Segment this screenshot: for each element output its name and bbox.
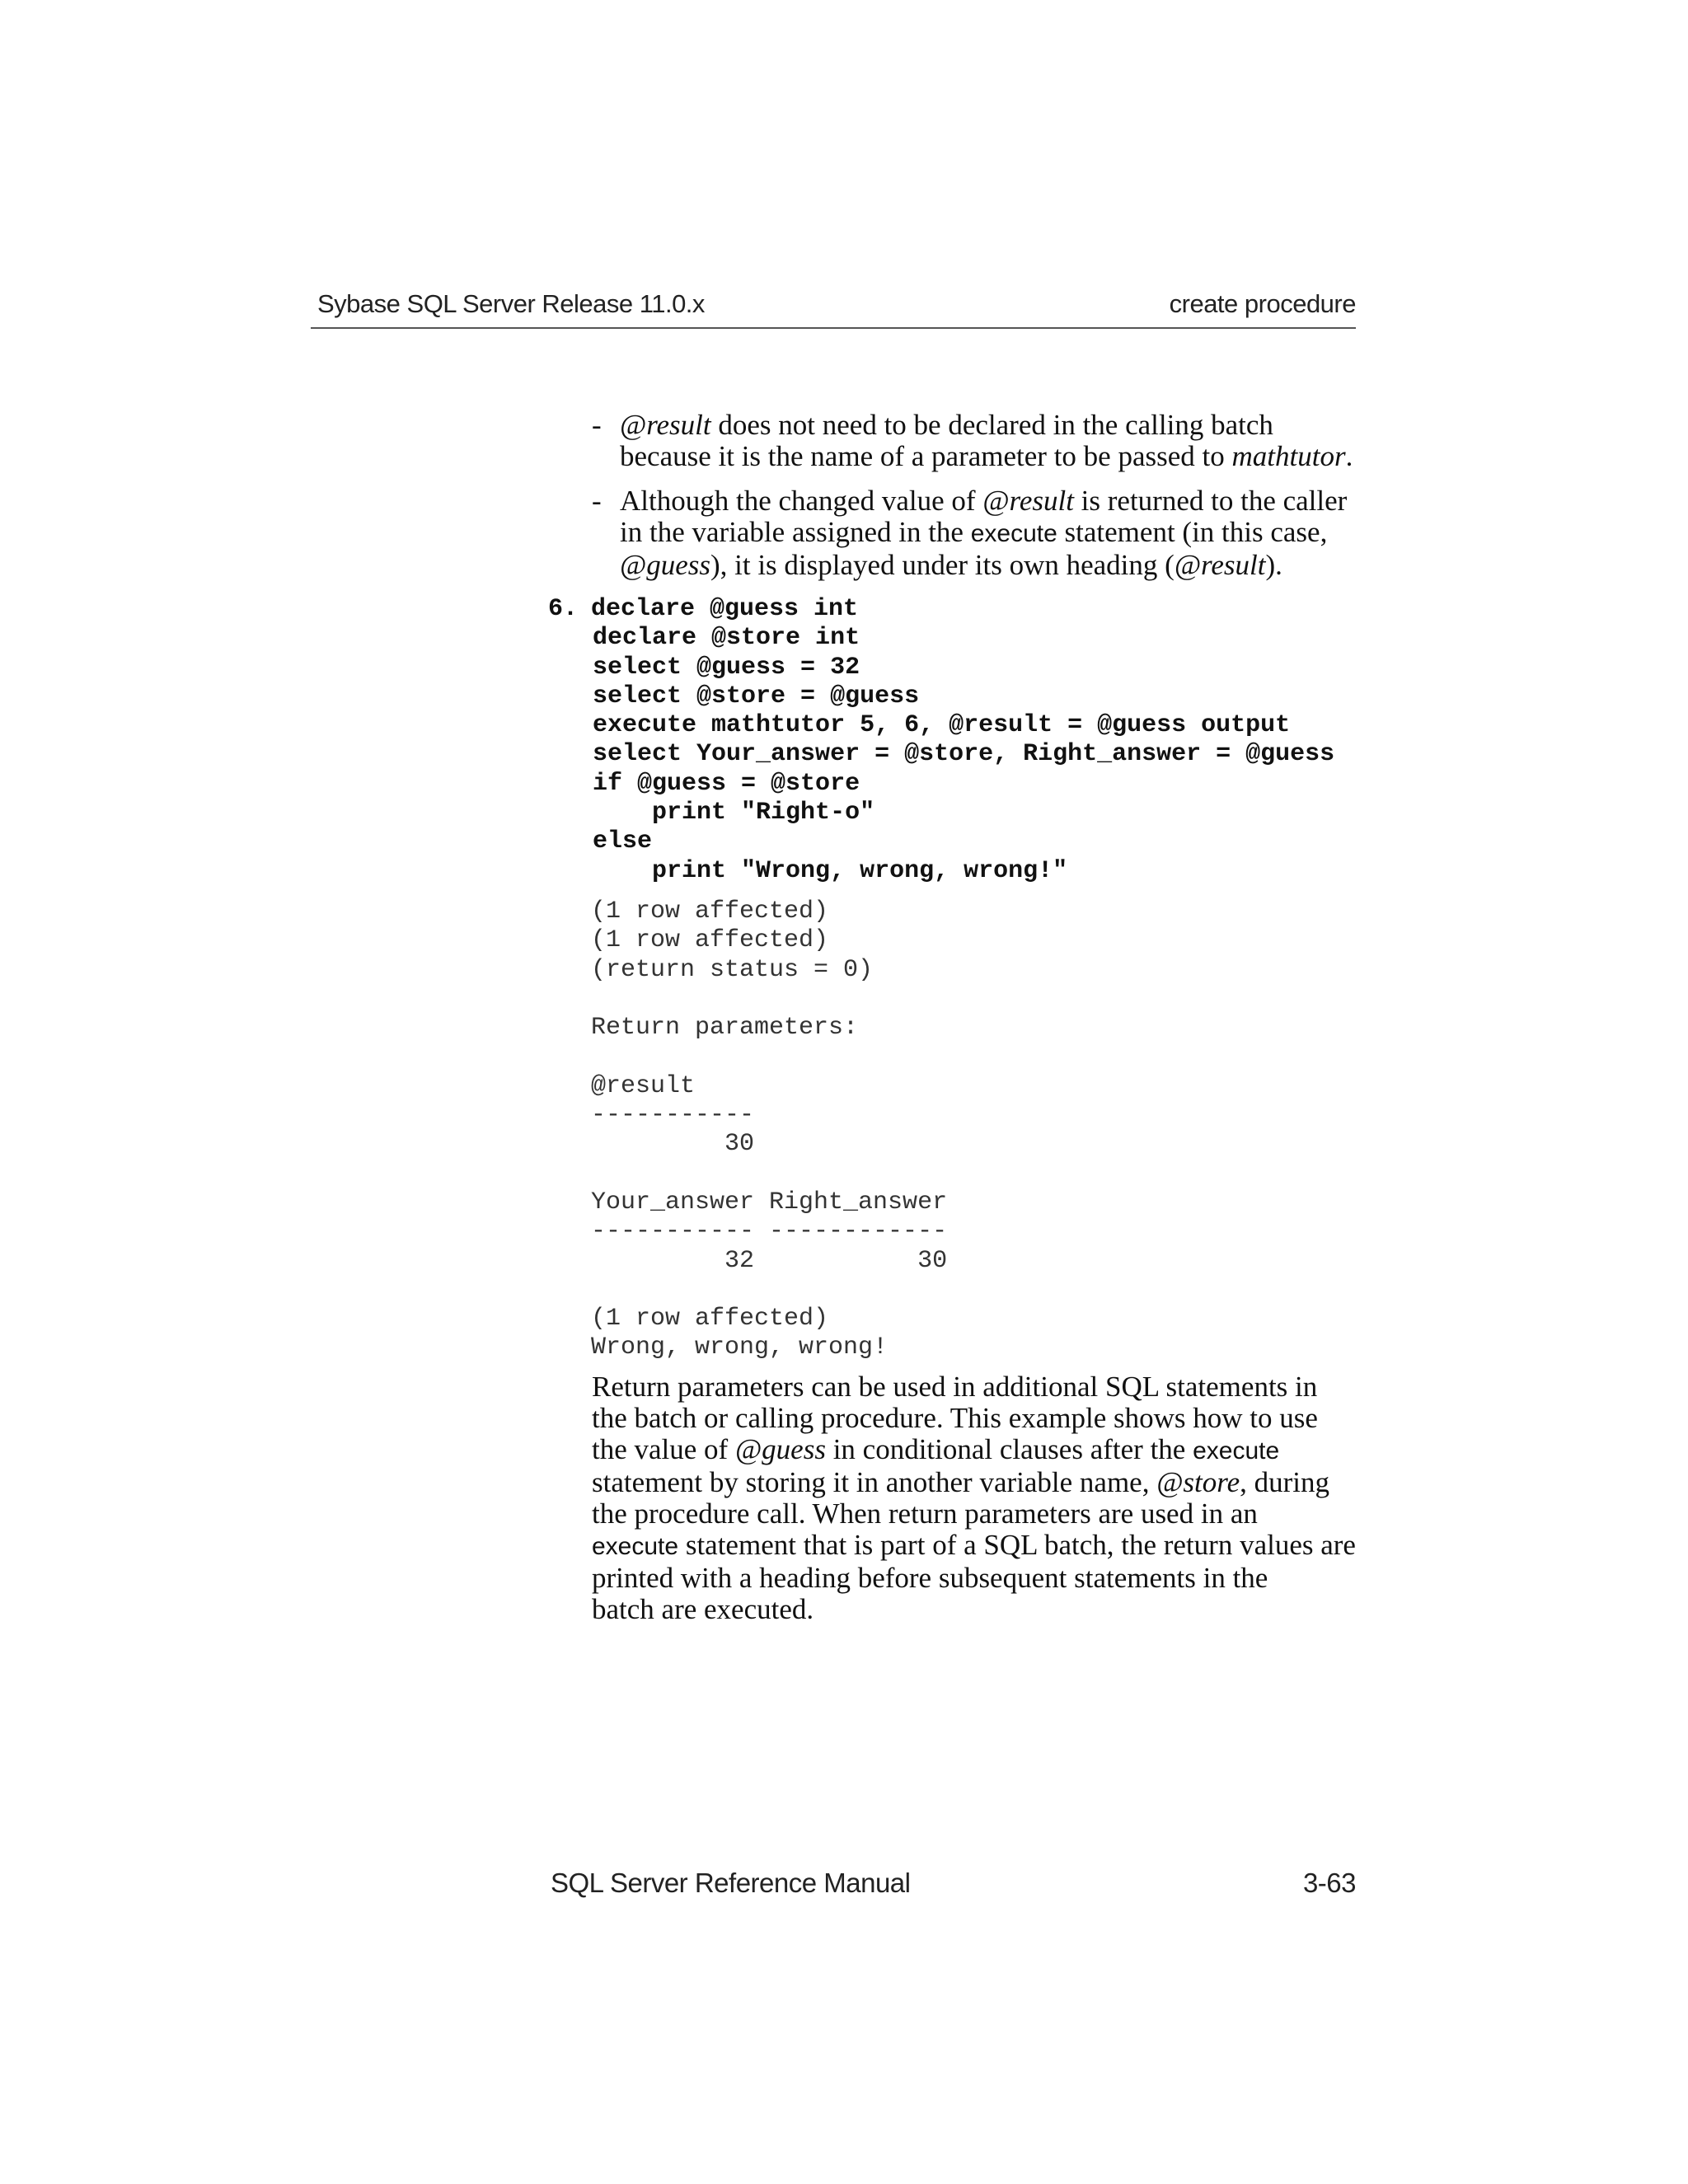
header-rule <box>311 327 1356 329</box>
keyword: execute <box>592 1533 679 1560</box>
text-run: statement by storing it in another variable name, <box>592 1466 1157 1498</box>
text-line <box>592 1594 1367 1625</box>
text-run: Return parameters can be used in additional SQL statements in <box>592 1371 1318 1403</box>
text-run: the value of <box>592 1433 735 1465</box>
code-line: if @guess = @store <box>593 769 860 798</box>
bullet-dash: - <box>592 485 602 517</box>
running-header-title: Sybase SQL Server Release 11.0.x <box>317 289 705 318</box>
code-line: print "Wrong, wrong, wrong!" <box>593 856 1068 885</box>
footer-manual-title: SQL Server Reference Manual <box>551 1868 911 1898</box>
output-line: ----------- <box>591 1101 755 1130</box>
text-line <box>620 485 1367 517</box>
output-line: ----------- ------------ <box>591 1217 948 1246</box>
text-run: . <box>1345 440 1353 472</box>
code-example <box>548 595 1334 886</box>
text-line <box>620 550 1367 581</box>
italic-term: @result <box>982 485 1074 517</box>
text-line <box>620 517 1367 550</box>
text-run: is returned to the caller <box>1073 485 1348 517</box>
output-line: (1 row affected) <box>591 898 829 926</box>
body-paragraph <box>592 1371 1367 1625</box>
text-run: printed with a heading before subsequent statements in the <box>592 1562 1268 1594</box>
text-run: batch are executed. <box>592 1593 814 1625</box>
code-line: print "Right-o" <box>593 799 875 827</box>
text-run: in conditional clauses after the <box>825 1433 1193 1465</box>
output-line: Wrong, wrong, wrong! <box>591 1333 889 1362</box>
code-line: execute mathtutor 5, 6, @result = @guess output <box>593 711 1291 740</box>
text-run: , during <box>1240 1466 1330 1498</box>
italic-term: @result <box>620 409 711 441</box>
example-number: 6. <box>548 595 579 623</box>
keyword: execute <box>1193 1437 1280 1465</box>
italic-term: @guess <box>620 549 710 581</box>
output-lines <box>591 898 947 1361</box>
italic-term: mathtutor <box>1231 440 1346 472</box>
text-line <box>592 1563 1367 1594</box>
text-line <box>592 1371 1367 1403</box>
code-line: else <box>593 827 653 856</box>
text-line <box>620 441 1367 472</box>
output-line: (1 row affected) <box>591 926 829 955</box>
code-line: declare @guess int <box>591 595 859 623</box>
code-line: select @store = @guess <box>593 682 920 710</box>
code-line: declare @store int <box>593 624 860 653</box>
text-run: ). <box>1265 549 1282 581</box>
italic-term: @result <box>1174 549 1266 581</box>
text-run: the procedure call. When return parameters are used in an <box>592 1497 1258 1530</box>
code-line: select Your_answer = @store, Right_answer = @guess <box>593 740 1335 769</box>
output-line: 32 30 <box>591 1246 948 1275</box>
running-header-section: create procedure <box>1169 289 1356 318</box>
output-line: Return parameters: <box>591 1014 859 1043</box>
text-line <box>592 1403 1367 1434</box>
code-line: select @guess = 32 <box>593 653 860 682</box>
bullet-text <box>620 410 1367 472</box>
text-line <box>620 410 1367 441</box>
page-number: 3-63 <box>1302 1868 1356 1898</box>
bullet-item <box>592 485 1367 581</box>
text-run: statement that is part of a SQL batch, the return values are <box>678 1529 1356 1561</box>
bullet-list <box>592 410 1367 594</box>
output-line: (1 row affected) <box>591 1305 829 1333</box>
text-run: in the variable assigned in the <box>620 516 971 548</box>
output-line: Your_answer Right_answer <box>591 1188 948 1216</box>
text-run: because it is the name of a parameter to be passed to <box>620 440 1232 472</box>
output-line: @result <box>591 1071 696 1100</box>
bullet-dash: - <box>592 409 602 441</box>
bullet-text <box>620 485 1367 581</box>
output-line: 30 <box>591 1130 755 1159</box>
code-lines <box>548 595 1334 885</box>
keyword: execute <box>970 520 1057 547</box>
text-run: ), it is displayed under its own heading ( <box>710 549 1175 581</box>
bullet-item <box>592 410 1367 472</box>
text-run: does not need to be declared in the calling batch <box>710 409 1273 441</box>
text-line <box>592 1530 1367 1563</box>
text-line <box>592 1434 1367 1467</box>
text-run: the batch or calling procedure. This example shows how to use <box>592 1402 1318 1434</box>
text-run: Although the changed value of <box>620 485 983 517</box>
italic-term: @store <box>1156 1466 1240 1498</box>
italic-term: @guess <box>734 1433 826 1465</box>
text-run: statement (in this case, <box>1057 516 1328 548</box>
output-line: (return status = 0) <box>591 955 874 984</box>
query-output <box>591 898 947 1363</box>
text-line <box>592 1498 1367 1530</box>
text-line <box>592 1467 1367 1498</box>
